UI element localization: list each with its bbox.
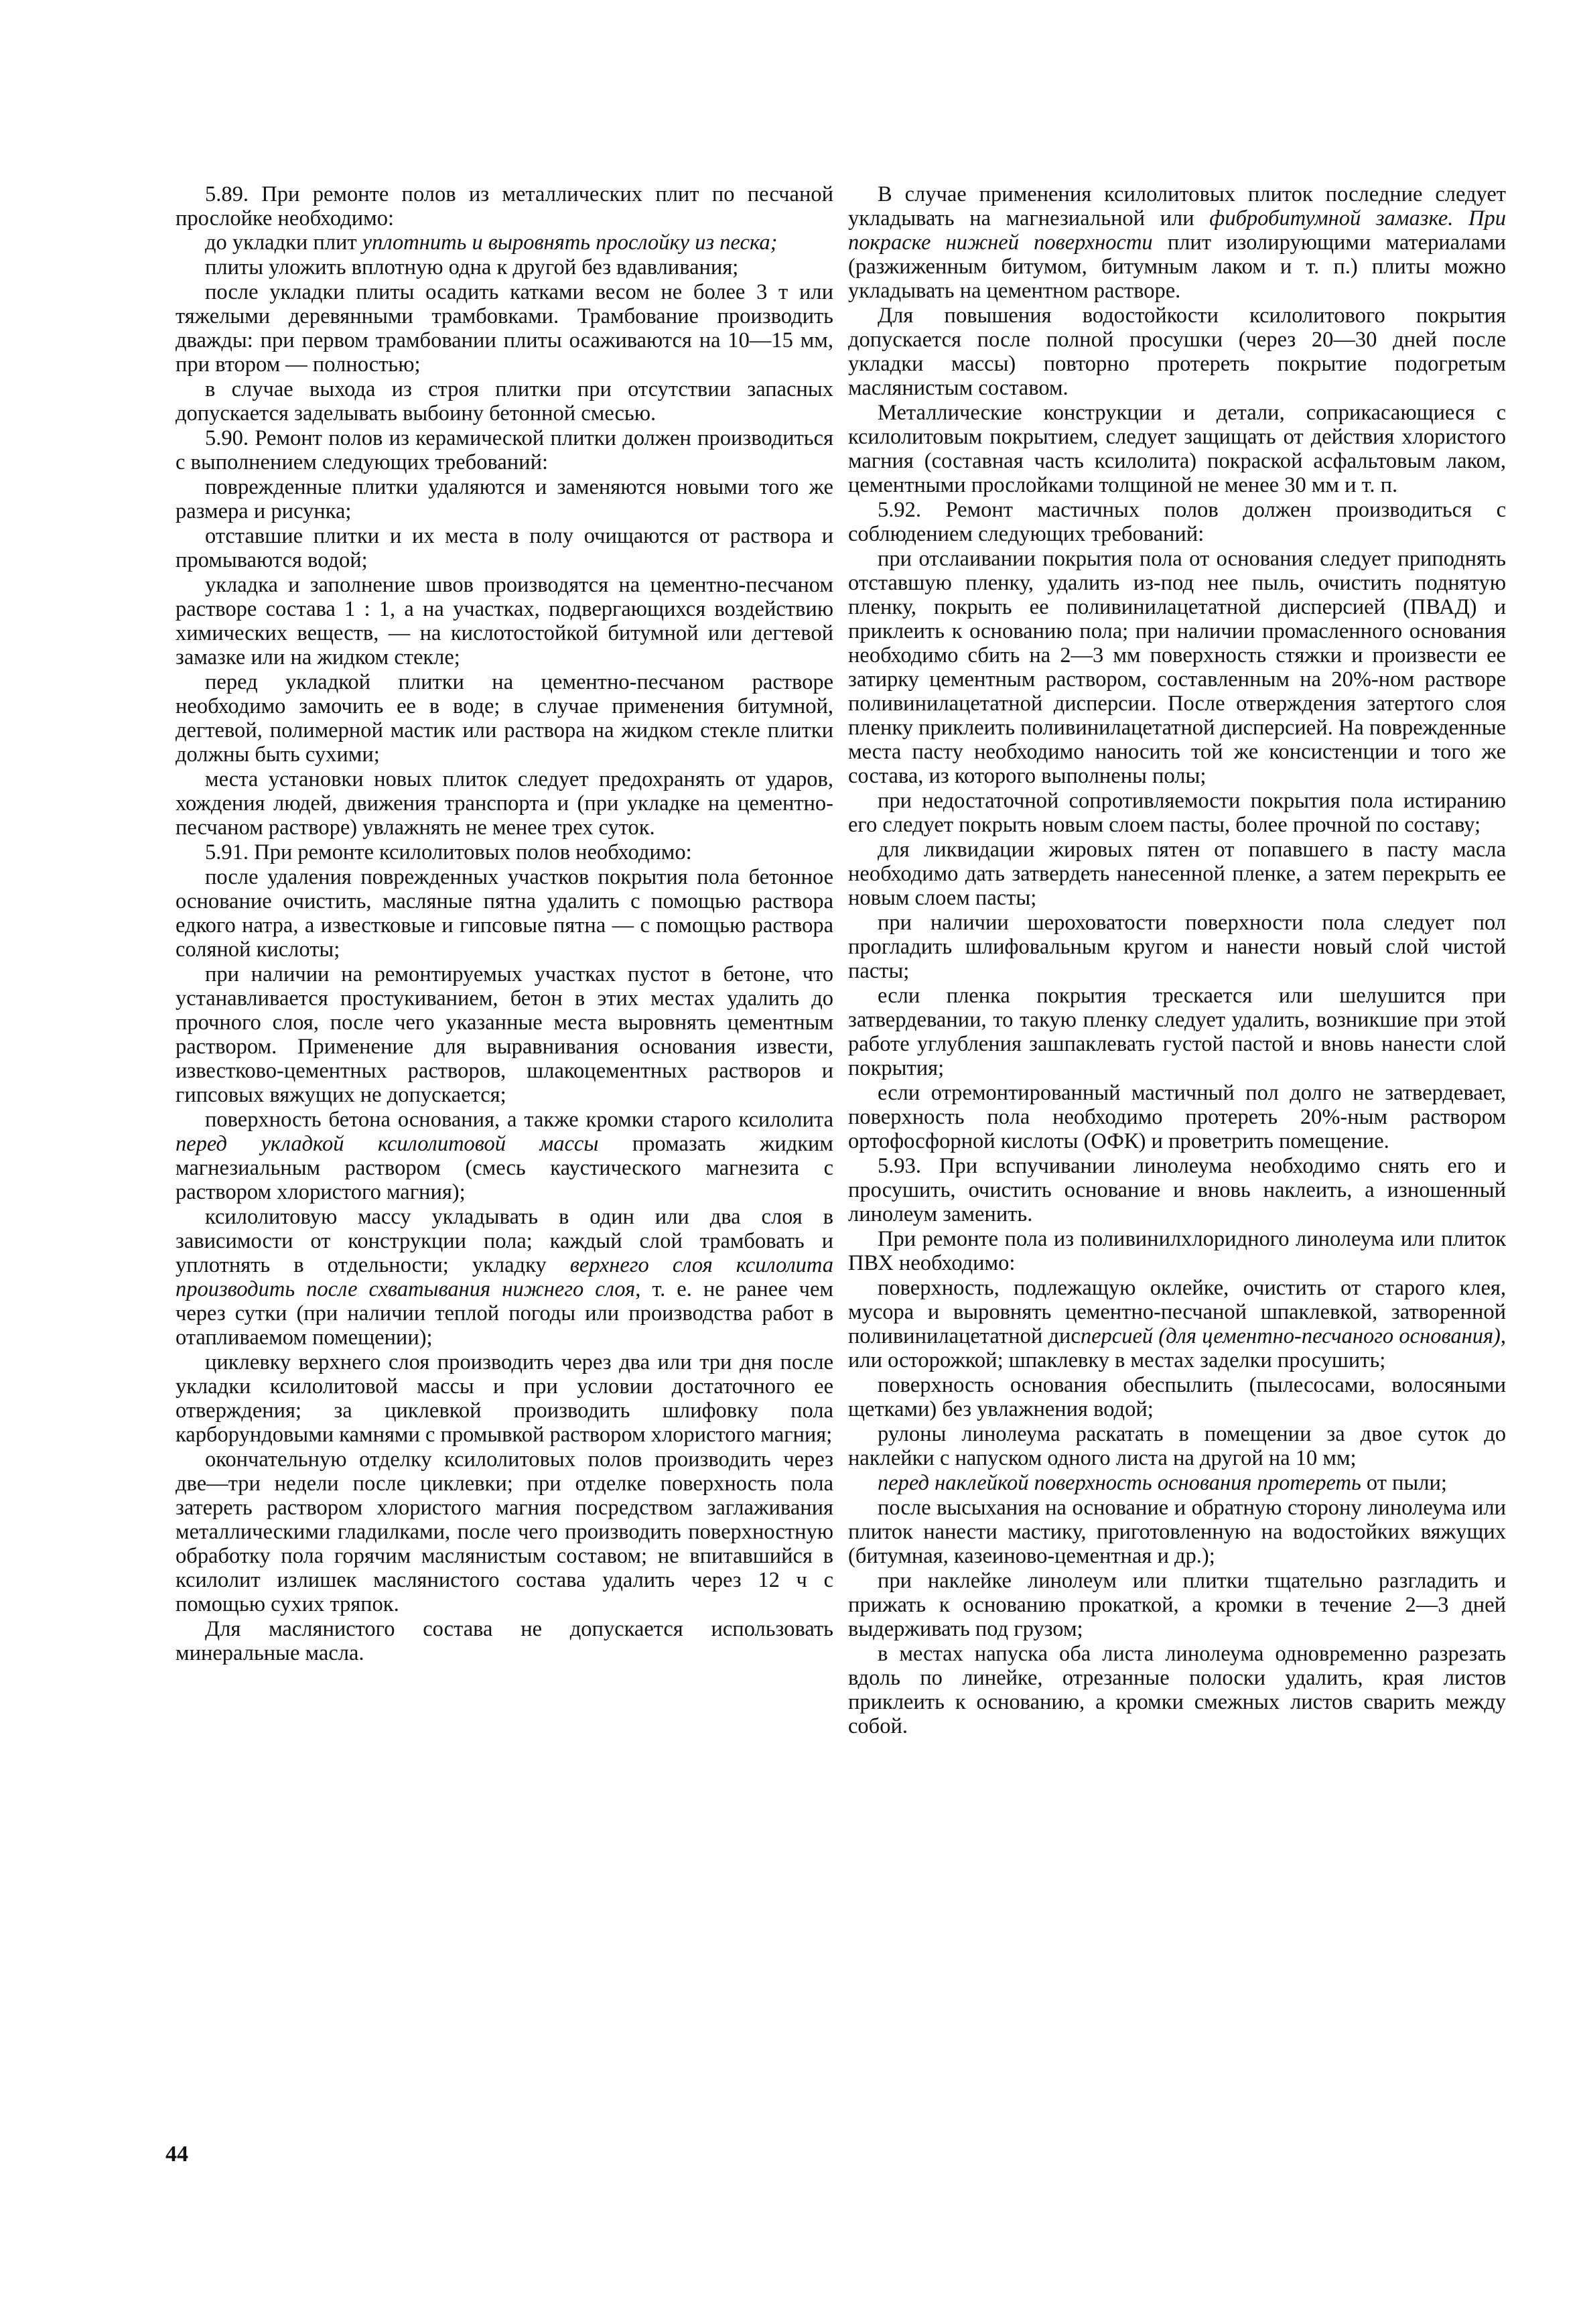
text: , или осторожкой; шпаклевку в местах заделки просушить; bbox=[848, 1324, 1507, 1372]
paragraph: отставшие плитки и их места в полу очищаются от раствора и промываются водой; bbox=[176, 524, 833, 572]
paragraph: При ремонте пола из поливинилхлоридного линолеума или плиток ПВХ необходимо: bbox=[848, 1227, 1506, 1275]
paragraph: при недостаточной сопротивляемости покрытия пола истиранию его следует покрыть новым слоем пасты, более прочной по составу; bbox=[848, 789, 1506, 837]
paragraph: для ликвидации жировых пятен от попавшего в пасту масла необходимо дать затвердеть нанесенной пленке, а затем перекрыть ее новым слоем пасты; bbox=[848, 838, 1506, 910]
paragraph bbox=[176, 1205, 833, 1350]
paragraph: если отремонтированный мастичный пол долго не затвердевает, поверхность пола необходимо протереть 20%-ным раствором ортофосфорной кислоты (ОФК) и проветрить помещение. bbox=[848, 1081, 1506, 1153]
text: поверхность, подлежащую оклейке, очистить от старого клея, мусора и выровнять цементно-песчаной шпаклевкой, затворенной поливинилацетатной дис bbox=[848, 1276, 1506, 1348]
paragraph: при отслаивании покрытия пола от основания следует приподнять отставшую пленку, удалить из-под нее пыль, очистить поднятую пленку, покрыть ее поливинилацетатной дисперсией (ПВАД) и приклеить к основанию пола; при наличии промасленного основания необходимо сбить на 2—3 мм поверхность стяжки и произвести ее затирку цементным раствором, составленным на 20%-ном растворе поливинилацетатной дисперсии. После отверждения затертого слоя пленку приклеить поливинилацетатной дисперсией. На поврежденные места пасту необходимо наносить той же консистенции и того же состава, из которого выполнены полы; bbox=[848, 547, 1506, 788]
paragraph: плиты уложить вплотную одна к другой без вдавливания; bbox=[205, 255, 739, 279]
page-number: 44 bbox=[165, 2142, 188, 2167]
section-5-89-heading: 5.89. При ремонте полов из металлических плит по песчаной прослойке необходимо: bbox=[176, 182, 833, 231]
paragraph: при наличии шероховатости поверхности пола следует пол прогладить шлифовальным кругом и нанести новый слой чистой пасты; bbox=[848, 911, 1506, 983]
italic-text: фибробитумной замазке. При покраске нижней поверхности bbox=[848, 206, 1506, 255]
paragraph: после удаления поврежденных участков покрытия пола бетонное основание очистить, масляные пятна удалить с помощью раствора едкого натра, а известковые и гипсовые пятна — с помощью раствора соляной кислоты; bbox=[176, 865, 833, 962]
right-column bbox=[848, 182, 1506, 1739]
paragraph: в случае выхода из строя плитки при отсутствии запасных допускается заделывать выбоину бетонной смесью. bbox=[176, 377, 833, 426]
paragraph bbox=[848, 182, 1506, 303]
paragraph: Металлические конструкции и детали, соприкасающиеся с ксилолитовым покрытием, следует защищать от действия хлористого магния (составная часть ксилолита) покраской асфальтовым лаком, цементными прослойками толщиной не менее 30 мм и т. п. bbox=[848, 401, 1506, 497]
paragraph: поврежденные плитки удаляются и заменяются новыми того же размера и рисунка; bbox=[176, 475, 833, 523]
left-column bbox=[176, 182, 833, 1666]
paragraph: рулоны линолеума раскатать в помещении за двое суток до наклейки с напуском одного листа на другой на 10 мм; bbox=[848, 1422, 1506, 1470]
paragraph: при наклейке линолеум или плитки тщательно разгладить и прижать к основанию прокаткой, а кромки в течение 2—3 дней выдерживать под грузом; bbox=[848, 1569, 1506, 1641]
paragraph: места установки новых плиток следует предохранять от ударов, хождения людей, движения транспорта и (при укладке на цементно-песчаном растворе) увлажнять не менее трех суток. bbox=[176, 767, 833, 840]
paragraph: циклевку верхнего слоя производить через два или три дня после укладки ксилолитовой массы и при условии достаточного ее отверждения; за циклевкой производить шлифовку пола карборундовыми камнями с промывкой раствором хлористого магния; bbox=[176, 1350, 833, 1447]
section-5-91-heading: 5.91. При ремонте ксилолитовых полов необходимо: bbox=[205, 840, 692, 864]
paragraph: окончательную отделку ксилолитовых полов производить через две—три недели после циклевки; при отделке поверхность пола затереть раствором хлористого магния посредством заглаживания металлическими гладилками, после чего производить поверхностную обработку пола горячим маслянистым составом; не впитавшийся в ксилолит излишек маслянистого состава удалить через 12 ч с помощью сухих тряпок. bbox=[176, 1447, 833, 1616]
paragraph: если пленка покрытия трескается или шелушится при затвердевании, то такую пленку следует удалить, возникшие при этой работе углубления зашпаклевать густой пастой и вновь нанести слой покрытия; bbox=[848, 984, 1506, 1080]
italic-text: персией (для цементно-песчаного основания) bbox=[1080, 1324, 1501, 1348]
paragraph bbox=[848, 1276, 1506, 1372]
paragraph: после высыхания на основание и обратную сторону линолеума или плиток нанести мастику, приготовленную на водостойких вяжущих (битумная, казеиново-цементная и др.); bbox=[848, 1496, 1506, 1568]
paragraph: Для повышения водостойкости ксилолитового покрытия допускается после полной просушки (через 20—30 дней после укладки массы) повторно протереть покрытие подогретым маслянистым составом. bbox=[848, 304, 1506, 400]
italic-text: перед укладкой ксилолитовой массы bbox=[176, 1132, 599, 1156]
paragraph bbox=[176, 1108, 833, 1204]
text: ксилолитовую массу укладывать в один или два слоя в зависимости от конструкции пола; каждый слой трамбовать и уплотнять в отдельности; укладку bbox=[176, 1205, 833, 1277]
paragraph bbox=[176, 231, 833, 255]
text: плит изолирующими материалами (разжиженным битумом, битумным лаком и т. п.) плиты можно укладывать на цементном растворе. bbox=[848, 231, 1506, 303]
italic-text: перед наклейкой поверхность основания протереть bbox=[878, 1471, 1361, 1495]
text: , т. е. не ранее чем через сутки (при наличии теплой погоды или производства работ в отапливаемом помещении); bbox=[176, 1277, 833, 1350]
section-5-90-heading: 5.90. Ремонт полов из керамической плитки должен производиться с выполнением следующих требований: bbox=[176, 426, 833, 474]
section-5-93-heading: 5.93. При вспучивании линолеума необходимо снять его и просушить, очистить основание и вновь наклеить, а изношенный линолеум заменить. bbox=[848, 1154, 1506, 1226]
paragraph bbox=[848, 1471, 1506, 1495]
paragraph: поверхность основания обеспылить (пылесосами, волосяными щетками) без увлажнения водой; bbox=[848, 1373, 1506, 1421]
text: промазать жидким магнезиальным раствором (смесь каустического магнезита с раствором хлористого магния); bbox=[176, 1132, 833, 1204]
text: от пыли; bbox=[1361, 1471, 1447, 1495]
text: В случае применения ксилолитовых плиток последние следует укладывать на магнезиальной или bbox=[848, 182, 1506, 231]
italic-text: уплотнить и выровнять прослойку из песка; bbox=[362, 231, 778, 255]
text: поверхность бетона основания, а также кромки старого ксилолита bbox=[205, 1108, 833, 1132]
paragraph: укладка и заполнение швов производятся на цементно-песчаном растворе состава 1 : 1, а на участках, подвергающихся воздействию химических веществ, — на кислотостойкой битумной или дегтевой замазке или на жидком стекле; bbox=[176, 573, 833, 669]
italic-text: верхнего слоя ксилолита производить после схватывания нижнего слоя bbox=[176, 1253, 833, 1301]
paragraph: при наличии на ремонтируемых участках пустот в бетоне, что устанавливается простукиванием, бетон в этих местах удалить до прочного слоя, после чего указанные места выровнять цементным раствором. Применение для выравнивания основания извести, известково-цементных растворов, шлакоцементных растворов и гипсовых вяжущих не допускается; bbox=[176, 962, 833, 1107]
paragraph: после укладки плиты осадить катками весом не более 3 т или тяжелыми деревянными трамбовками. Трамбование производить дважды: при первом трамбовании плиты осаживаются на 10—15 мм, при втором — полностью; bbox=[176, 280, 833, 377]
paragraph: Для маслянистого состава не допускается использовать минеральные масла. bbox=[176, 1617, 833, 1665]
paragraph: перед укладкой плитки на цементно-песчаном растворе необходимо замочить ее в воде; в случае применения битумной, дегтевой, полимерной мастик или раствора на жидком стекле плитки должны быть сухими; bbox=[176, 670, 833, 767]
text: до укладки плит bbox=[205, 231, 362, 255]
section-5-92-heading: 5.92. Ремонт мастичных полов должен производиться с соблюдением следующих требований: bbox=[848, 498, 1506, 546]
paragraph: в местах напуска оба листа линолеума одновременно разрезать вдоль по линейке, отрезанные полоски удалить, края листов приклеить к основанию, а кромки смежных листов сварить между собой. bbox=[848, 1642, 1506, 1738]
